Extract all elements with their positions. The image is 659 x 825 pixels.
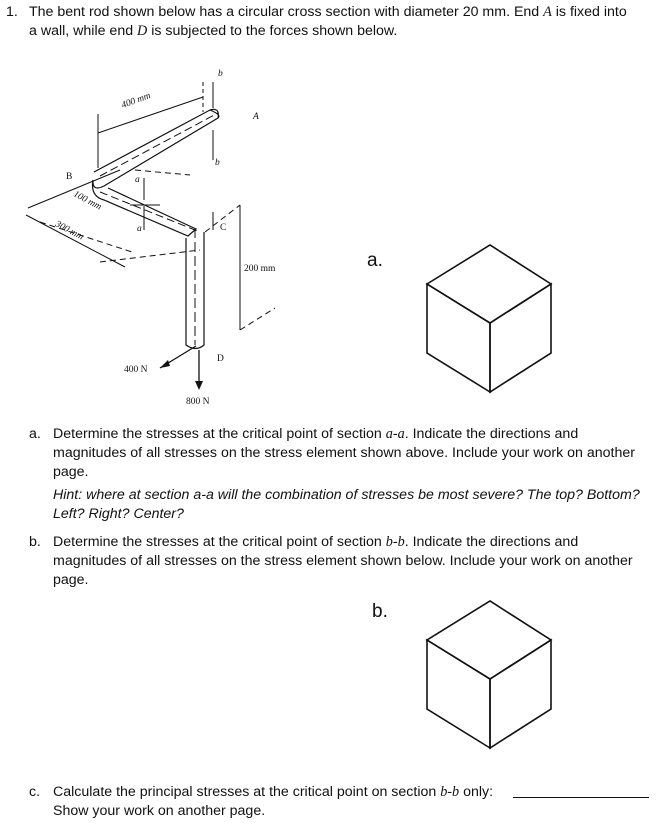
part-b-line2: magnitudes of all stresses on the stress element shown below. Include your work on another bbox=[53, 553, 633, 569]
part-c-text2: only: bbox=[459, 784, 494, 800]
intro-text-4: is subjected to the forces shown below. bbox=[147, 23, 398, 39]
cube-b-left-face bbox=[427, 640, 490, 748]
cube-a-top-face bbox=[427, 245, 551, 323]
dim-300-text: 300 mm bbox=[53, 219, 85, 243]
label-b-top: b bbox=[218, 69, 223, 79]
label-B: B bbox=[66, 172, 73, 182]
intro-text-3: a wall, while end bbox=[29, 23, 138, 39]
dim-400-line bbox=[98, 97, 203, 133]
upper-arm bbox=[93, 109, 218, 188]
part-a-hint2: Left? Right? Center? bbox=[53, 506, 184, 522]
dim-300-line bbox=[26, 215, 125, 267]
part-c-marker: c. bbox=[29, 784, 41, 800]
part-b-marker: b. bbox=[29, 534, 41, 550]
label-400N: 400 N bbox=[124, 365, 148, 375]
cube-a-left-face bbox=[427, 284, 490, 392]
part-a-line2: magnitudes of all stresses on the stress element shown above. Include your work on another bbox=[53, 445, 636, 461]
part-c-line2: Show your work on another page. bbox=[53, 803, 266, 819]
part-b-text2: . Indicate the directions and bbox=[404, 534, 579, 550]
part-a-hint1: Hint: where at section a-a will the combination of stresses be most severe? The top? Bottom? bbox=[53, 487, 640, 503]
part-b-section: b-b bbox=[385, 534, 405, 550]
dim-400-text: 400 mm bbox=[120, 91, 153, 111]
part-b-line3: page. bbox=[53, 572, 89, 588]
part-a-text2: . Indicate the directions and bbox=[404, 426, 579, 442]
label-a-bottom: a bbox=[137, 224, 142, 234]
dim-100-text: 100 mm bbox=[71, 189, 103, 213]
stress-element-b-label: b. bbox=[372, 601, 388, 622]
part-b-line1 bbox=[53, 533, 578, 552]
intro-text-1: The bent rod shown below has a circular cross section with diameter 20 mm. End bbox=[29, 4, 544, 20]
part-a-section: a-a bbox=[385, 426, 405, 442]
stress-element-b-cube bbox=[424, 599, 554, 751]
force-800-arrowhead bbox=[195, 381, 203, 390]
label-D: D bbox=[217, 354, 224, 364]
part-c-section: b-b bbox=[440, 784, 460, 800]
cube-b-top-face bbox=[427, 601, 551, 679]
dash-bc bbox=[135, 170, 190, 175]
upper-arm-centerline bbox=[100, 113, 218, 176]
part-a-line3: page. bbox=[53, 464, 89, 480]
problem-number: 1. bbox=[6, 4, 18, 20]
intro-text-2: is fixed into bbox=[551, 4, 627, 20]
label-800N: 800 N bbox=[186, 397, 210, 407]
part-b-text1: Determine the stresses at the critical point of section bbox=[53, 534, 386, 550]
label-A: A bbox=[253, 112, 259, 122]
force-400-arrowhead bbox=[160, 360, 170, 368]
stress-element-a-label: a. bbox=[367, 250, 383, 271]
part-c-line1 bbox=[53, 783, 493, 802]
part-c-answer-blank[interactable] bbox=[513, 797, 649, 798]
part-a-marker: a. bbox=[29, 426, 41, 442]
label-C: C bbox=[220, 223, 227, 233]
dim-200-ext-bottom bbox=[240, 308, 275, 330]
dim-100-line bbox=[28, 170, 120, 208]
label-200mm: 200 mm bbox=[244, 264, 276, 274]
label-a-top: a bbox=[135, 175, 140, 185]
part-c-text1: Calculate the principal stresses at the critical point on section bbox=[53, 784, 441, 800]
stress-element-a-cube bbox=[424, 243, 554, 395]
part-a-text1: Determine the stresses at the critical point of section bbox=[53, 426, 386, 442]
lower-arm-centerline bbox=[100, 192, 200, 232]
end-d-symbol: D bbox=[137, 23, 148, 39]
end-a-symbol: A bbox=[543, 4, 552, 20]
cube-b-right-face bbox=[490, 640, 551, 748]
part-a-line1 bbox=[53, 425, 578, 444]
label-b-mid: b bbox=[215, 158, 220, 168]
cube-a-right-face bbox=[490, 284, 551, 392]
dim-300-ext2 bbox=[100, 250, 200, 262]
